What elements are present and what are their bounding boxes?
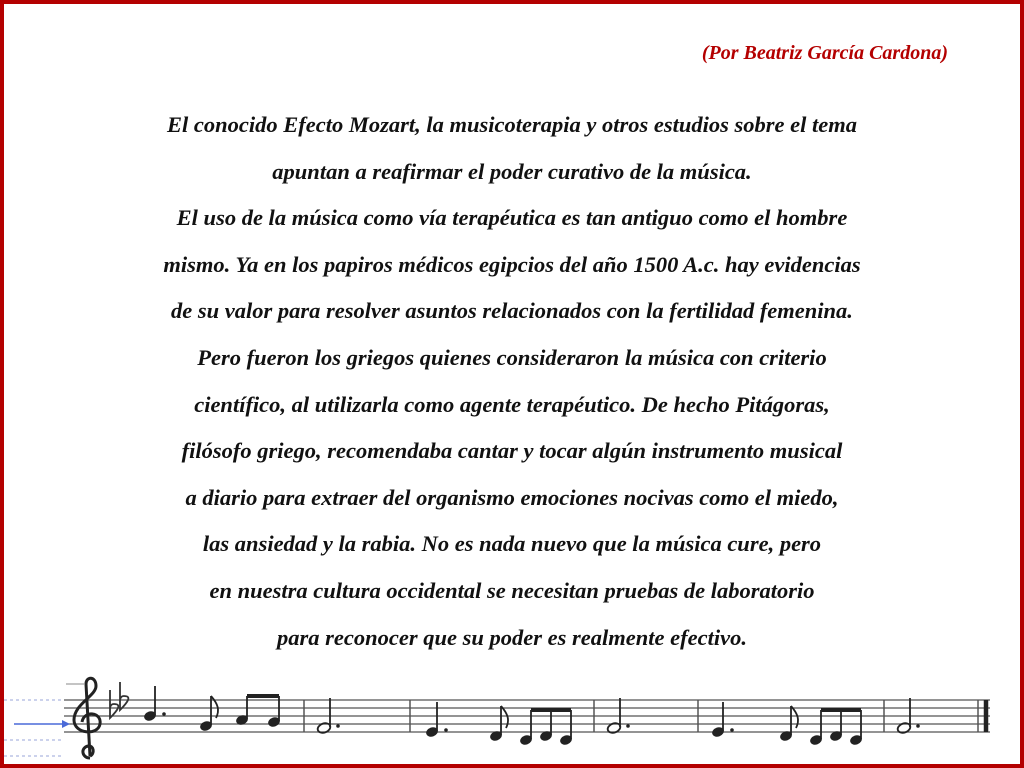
paragraph-line: El uso de la música como vía terapéutica es tan antiguo como el hombre bbox=[176, 205, 848, 231]
paragraph-line: apuntan a reafirmar el poder curativo de la música. bbox=[272, 158, 752, 184]
treble-clef-icon bbox=[74, 678, 100, 758]
paragraph-line: científico, al utilizarla como agente terapéutico. De hecho Pitágoras, bbox=[194, 391, 830, 417]
paragraph-line: para reconocer que su poder es realmente efectivo. bbox=[277, 624, 747, 650]
paragraph-line: mismo. Ya en los papiros médicos egipcios del año 1500 A.c. hay evidencias bbox=[163, 251, 861, 277]
paragraph-line: de su valor para resolver asuntos relacionados con la fertilidad femenina. bbox=[171, 298, 853, 324]
paragraph-line: a diario para extraer del organismo emociones nocivas como el miedo, bbox=[185, 484, 839, 510]
body-paragraph bbox=[4, 102, 1020, 661]
guide-arrow-icon bbox=[14, 720, 70, 728]
paragraph-line: Pero fueron los griegos quienes consideraron la música con criterio bbox=[197, 344, 827, 370]
ledger-guides bbox=[4, 700, 64, 756]
note-quarter-dotted bbox=[143, 686, 166, 722]
author-credit: (Por Beatriz García Cardona) bbox=[701, 42, 948, 64]
paragraph-line: en nuestra cultura occidental se necesitan pruebas de laboratorio bbox=[209, 577, 815, 603]
paragraph-line: El conocido Efecto Mozart, la musicoterapia y otros estudios sobre el tema bbox=[167, 112, 857, 137]
paragraph-line: filósofo griego, recomendaba cantar y tocar algún instrumento musical bbox=[181, 438, 843, 464]
music-staff-illustration bbox=[4, 674, 1020, 766]
note-eighth bbox=[199, 696, 218, 732]
paragraph-line: las ansiedad y la rabia. No es nada nuevo que la música cure, pero bbox=[202, 531, 822, 557]
